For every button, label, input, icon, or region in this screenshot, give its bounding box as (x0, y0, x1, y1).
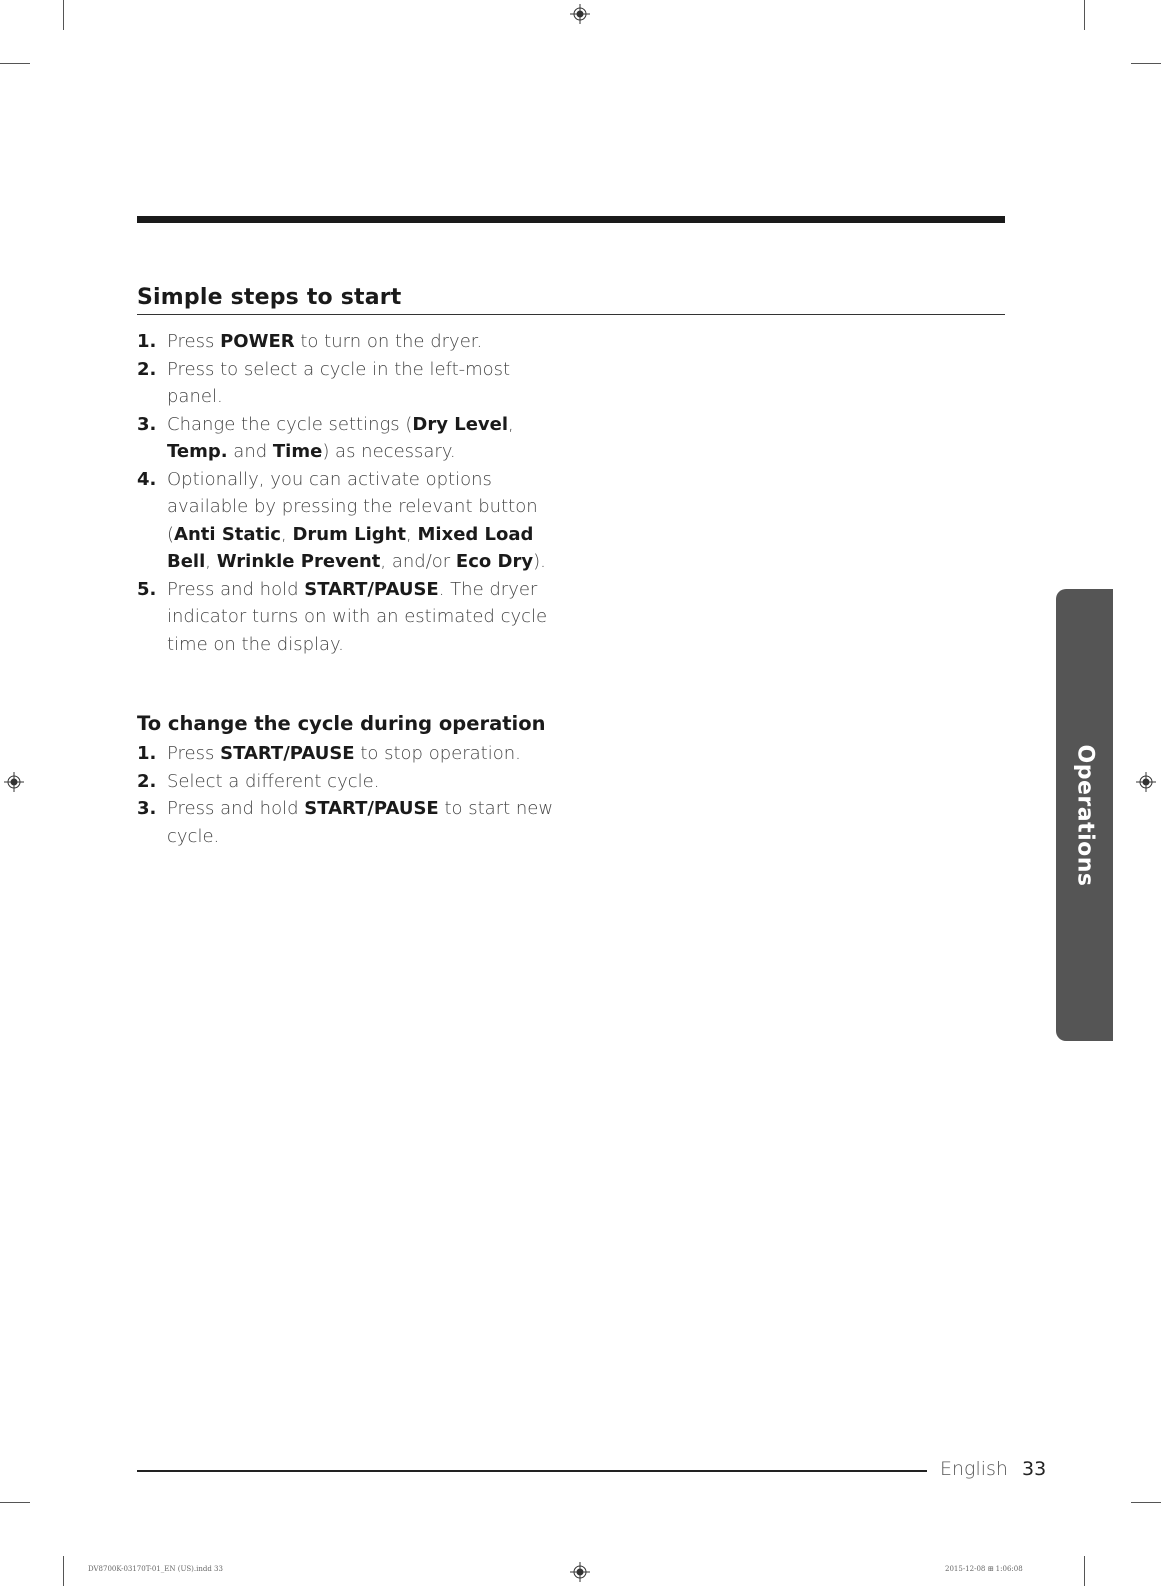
steps-list (137, 328, 567, 658)
step-text: Press and hold START/PAUSE to start new cycle. (167, 798, 554, 847)
footer-language: English (940, 1458, 1008, 1480)
section-title: Simple steps to start (137, 285, 1005, 315)
step-text: Press to select a cycle in the left-most panel. (167, 358, 511, 407)
step-text: Change the cycle settings (Dry Level, Temp. and Time) as necessary. (167, 413, 514, 462)
header-rule (137, 216, 1005, 223)
crop-mark (63, 1556, 64, 1586)
step-3 (137, 411, 567, 466)
change-step-3 (137, 795, 567, 850)
step-4 (137, 466, 567, 576)
step-text: Optionally, you can activate options available by pressing the relevant button (Anti Static, Drum Light, Mixed Load Bell, Wrinkle Prevent, and/or Eco Dry). (167, 468, 546, 572)
footer-rule (137, 1470, 927, 1472)
crop-mark (63, 0, 64, 30)
crop-mark (1084, 1556, 1085, 1586)
step-number: 5. (137, 578, 157, 600)
subsection-title: To change the cycle during operation (137, 712, 546, 735)
crop-mark (1084, 0, 1085, 30)
registration-mark-icon (570, 1562, 590, 1582)
print-slug-right: 2015-12-08 ⊞ 1:06:08 (945, 1565, 1023, 1573)
step-text: Press START/PAUSE to stop operation. (167, 743, 521, 764)
step-text: Press and hold START/PAUSE. The dryer indicator turns on with an estimated cycle time on the display. (167, 578, 548, 655)
registration-mark-icon (1136, 772, 1156, 792)
print-slug-left: DV8700K-03170T-01_EN (US).indd 33 (88, 1565, 223, 1573)
step-5 (137, 576, 567, 659)
crop-mark (1131, 63, 1161, 64)
chapter-tab-label: Operations (1072, 744, 1097, 886)
crop-mark (1131, 1502, 1161, 1503)
page-number: 33 (1022, 1458, 1047, 1480)
change-step-2 (137, 768, 567, 796)
crop-mark (0, 1502, 30, 1503)
step-number: 1. (137, 331, 157, 352)
step-number: 4. (137, 468, 157, 490)
step-number: 3. (137, 798, 157, 819)
change-cycle-steps-list (137, 740, 567, 850)
step-number: 2. (137, 358, 157, 380)
registration-mark-icon (4, 772, 24, 792)
crop-mark (0, 63, 30, 64)
step-2 (137, 356, 567, 411)
step-number: 2. (137, 770, 157, 792)
step-text: Select a different cycle. (167, 770, 380, 792)
step-text: Press POWER to turn on the dryer. (167, 331, 483, 352)
chapter-tab (1056, 589, 1113, 1041)
step-number: 1. (137, 743, 157, 764)
step-number: 3. (137, 413, 157, 435)
change-step-1 (137, 740, 567, 768)
step-1 (137, 328, 567, 356)
registration-mark-icon (570, 4, 590, 24)
